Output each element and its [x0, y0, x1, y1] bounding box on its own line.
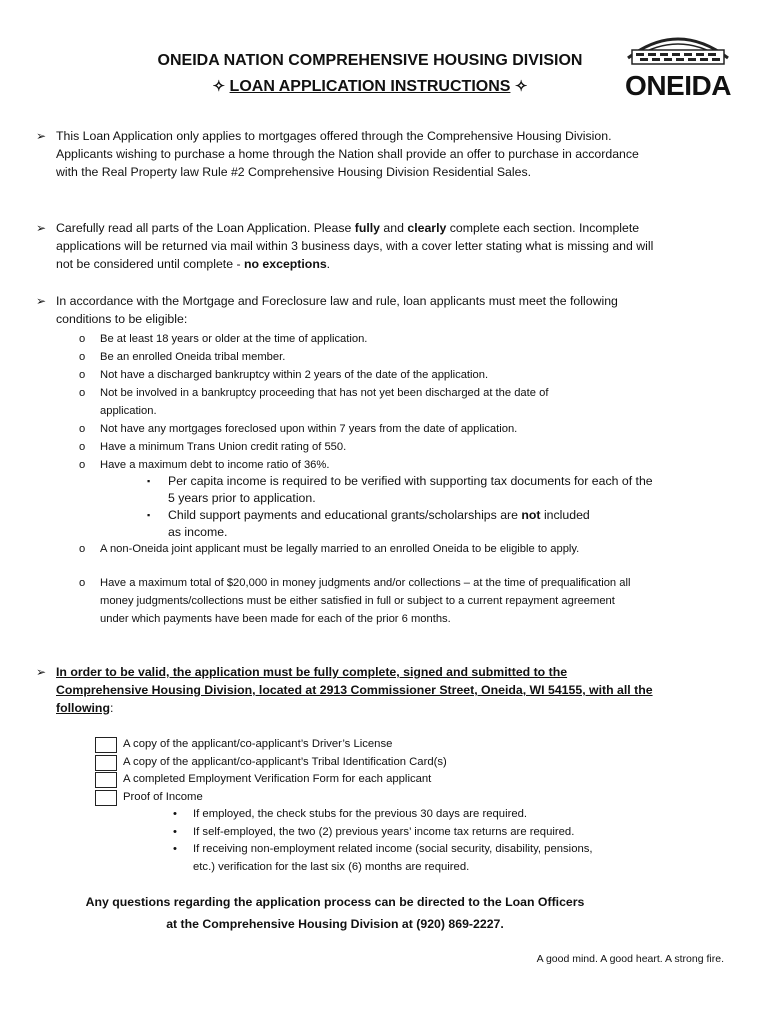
- emphasis-no-exceptions: no exceptions: [243, 257, 327, 271]
- list-item: [79, 540, 610, 558]
- subtitle-text: LOAN APPLICATION INSTRUCTIONS: [229, 78, 511, 95]
- checklist-label: A copy of the applicant/co-applicant’s Tribal Identification Card(s): [123, 755, 447, 768]
- condition-text: A non-Oneida joint applicant must be legally married to an enrolled Oneida to be eligible to apply.: [100, 543, 580, 555]
- star-icon: ✧: [212, 78, 226, 95]
- condition-text: Be at least 18 years or older at the time of application.: [100, 333, 368, 345]
- square-bullet-icon: ▪: [147, 476, 151, 486]
- circle-bullet-icon: o: [79, 423, 86, 435]
- paragraph-text: This Loan Application only applies to mortgages offered through the Comprehensive Housing Division. Applicants wishing to purchase a home through the Nation shall provide an offer to purchase in accordance with the Real Property law Rule #2 Comprehensive Housing Division Residential Sales.: [56, 129, 639, 179]
- list-item: [147, 473, 658, 507]
- document-title: ONEIDA NATION COMPREHENSIVE HOUSING DIVISION: [157, 52, 583, 69]
- proof-text: If receiving non-employment related income (social security, disability, pensions, etc.) verification for the last six (6) months are required.: [193, 843, 593, 873]
- logo-emblem-icon: [618, 28, 738, 72]
- list-item: [79, 574, 635, 628]
- paragraph-text: :: [109, 701, 114, 715]
- checklist-label: Proof of Income: [123, 790, 203, 803]
- circle-bullet-icon: o: [79, 387, 86, 399]
- proof-text: If self-employed, the two (2) previous years’ income tax returns are required.: [193, 825, 575, 838]
- list-item: [173, 806, 633, 824]
- list-item: [173, 841, 603, 876]
- emphasis-fully: fully: [354, 221, 381, 235]
- paragraph-text: .: [326, 257, 331, 271]
- circle-bullet-icon: o: [79, 369, 86, 381]
- emphasis-clearly: clearly: [407, 221, 447, 235]
- star-icon: ✧: [514, 78, 528, 95]
- checkbox[interactable]: [95, 737, 117, 753]
- condition-text: Not have any mortgages foreclosed upon within 7 years from the date of application.: [100, 423, 518, 435]
- condition-text: Not be involved in a bankruptcy proceeding that has not yet been discharged at the date of application.: [100, 387, 549, 417]
- circle-bullet-icon: o: [79, 351, 86, 363]
- proof-text: If employed, the check stubs for the previous 30 days are required.: [193, 808, 528, 820]
- dot-bullet-icon: •: [173, 808, 177, 820]
- arrow-bullet-icon: ➢: [36, 294, 47, 308]
- condition-text: Have a maximum total of $20,000 in money judgments and/or collections – at the time of prequalification all money judgments/collections must be either satisfied in full or subject to a current repayment agreement under which payments have been made for each of the prior 6 months.: [100, 577, 631, 625]
- paragraph-text: In accordance with the Mortgage and Foreclosure law and rule, loan applicants must meet the following conditions to be eligible:: [56, 294, 618, 326]
- arrow-bullet-icon: ➢: [36, 221, 47, 235]
- income-notes-list: [147, 473, 658, 541]
- eligibility-conditions-list: [79, 330, 660, 474]
- checkbox[interactable]: [95, 755, 117, 771]
- document-subtitle: [100, 77, 640, 96]
- note-text: Per capita income is required to be verified with supporting tax documents for each of the 5 years prior to application.: [168, 474, 653, 505]
- contact-line-2: at the Comprehensive Housing Division at (920) 869-2227.: [166, 917, 504, 931]
- list-item: [79, 384, 570, 420]
- footer-motto: A good mind. A good heart. A strong fire.: [536, 953, 724, 965]
- circle-bullet-icon: o: [79, 577, 86, 589]
- required-documents-checklist: [95, 736, 655, 806]
- list-item: [147, 507, 598, 541]
- checklist-item: [95, 754, 655, 772]
- paragraph-text: and: [380, 221, 408, 235]
- contact-line-1: Any questions regarding the application process can be directed to the Loan Officers: [85, 895, 585, 909]
- circle-bullet-icon: o: [79, 333, 86, 345]
- paragraph-text: Carefully read all parts of the Loan Application. Please: [56, 221, 355, 235]
- condition-text: Have a maximum debt to income ratio of 36%.: [100, 459, 330, 471]
- income-proof-list: [173, 806, 633, 876]
- list-item: [79, 438, 660, 456]
- dot-bullet-icon: •: [173, 825, 177, 838]
- circle-bullet-icon: o: [79, 441, 86, 453]
- square-bullet-icon: ▪: [147, 510, 151, 520]
- paragraph-read-carefully: [36, 219, 656, 273]
- judgments-condition: [79, 574, 635, 628]
- arrow-bullet-icon: ➢: [36, 129, 47, 143]
- checklist-item: [95, 789, 655, 807]
- checklist-item: [95, 736, 655, 754]
- note-text: Child support payments and educational grants/scholarships are: [168, 508, 522, 522]
- arrow-bullet-icon: ➢: [36, 665, 47, 679]
- condition-text: Be an enrolled Oneida tribal member.: [100, 351, 286, 363]
- logo-wordmark: ONEIDA: [625, 70, 731, 101]
- paragraph-eligibility: [36, 292, 656, 328]
- paragraph-submission: [36, 663, 656, 717]
- submission-text: In order to be valid, the application must be fully complete, signed and submitted to the Comprehensive Housing Division, located at 2913 Commissioner Street, Oneida, WI 54155, with all the following: [56, 665, 653, 715]
- checkbox[interactable]: [95, 772, 117, 788]
- list-item: [79, 420, 660, 438]
- emphasis-not: not: [521, 508, 541, 522]
- note-text: included as income.: [168, 508, 590, 539]
- checklist-label: A copy of the applicant/co-applicant’s Driver’s License: [123, 738, 393, 750]
- list-item: [79, 456, 660, 474]
- condition-text: Have a minimum Trans Union credit rating of 550.: [100, 441, 347, 453]
- circle-bullet-icon: o: [79, 543, 86, 555]
- circle-bullet-icon: o: [79, 459, 86, 471]
- list-item: [79, 348, 660, 366]
- list-item: [79, 366, 660, 384]
- checklist-item: [95, 771, 655, 789]
- checklist-label: A completed Employment Verification Form for each applicant: [123, 773, 432, 785]
- dot-bullet-icon: •: [173, 843, 177, 855]
- list-item: [79, 330, 660, 348]
- paragraph-text: complete each section. Incomplete applications will be returned via mail within 3 business days, with a cover letter stating what is missing and will not be considered until complete -: [56, 221, 654, 271]
- oneida-logo: [618, 28, 738, 100]
- joint-applicant-condition: [79, 540, 610, 558]
- list-item: [173, 824, 633, 842]
- condition-text: Not have a discharged bankruptcy within 2 years of the date of the application.: [100, 369, 489, 381]
- paragraph-scope: [36, 127, 656, 181]
- checkbox[interactable]: [95, 790, 117, 806]
